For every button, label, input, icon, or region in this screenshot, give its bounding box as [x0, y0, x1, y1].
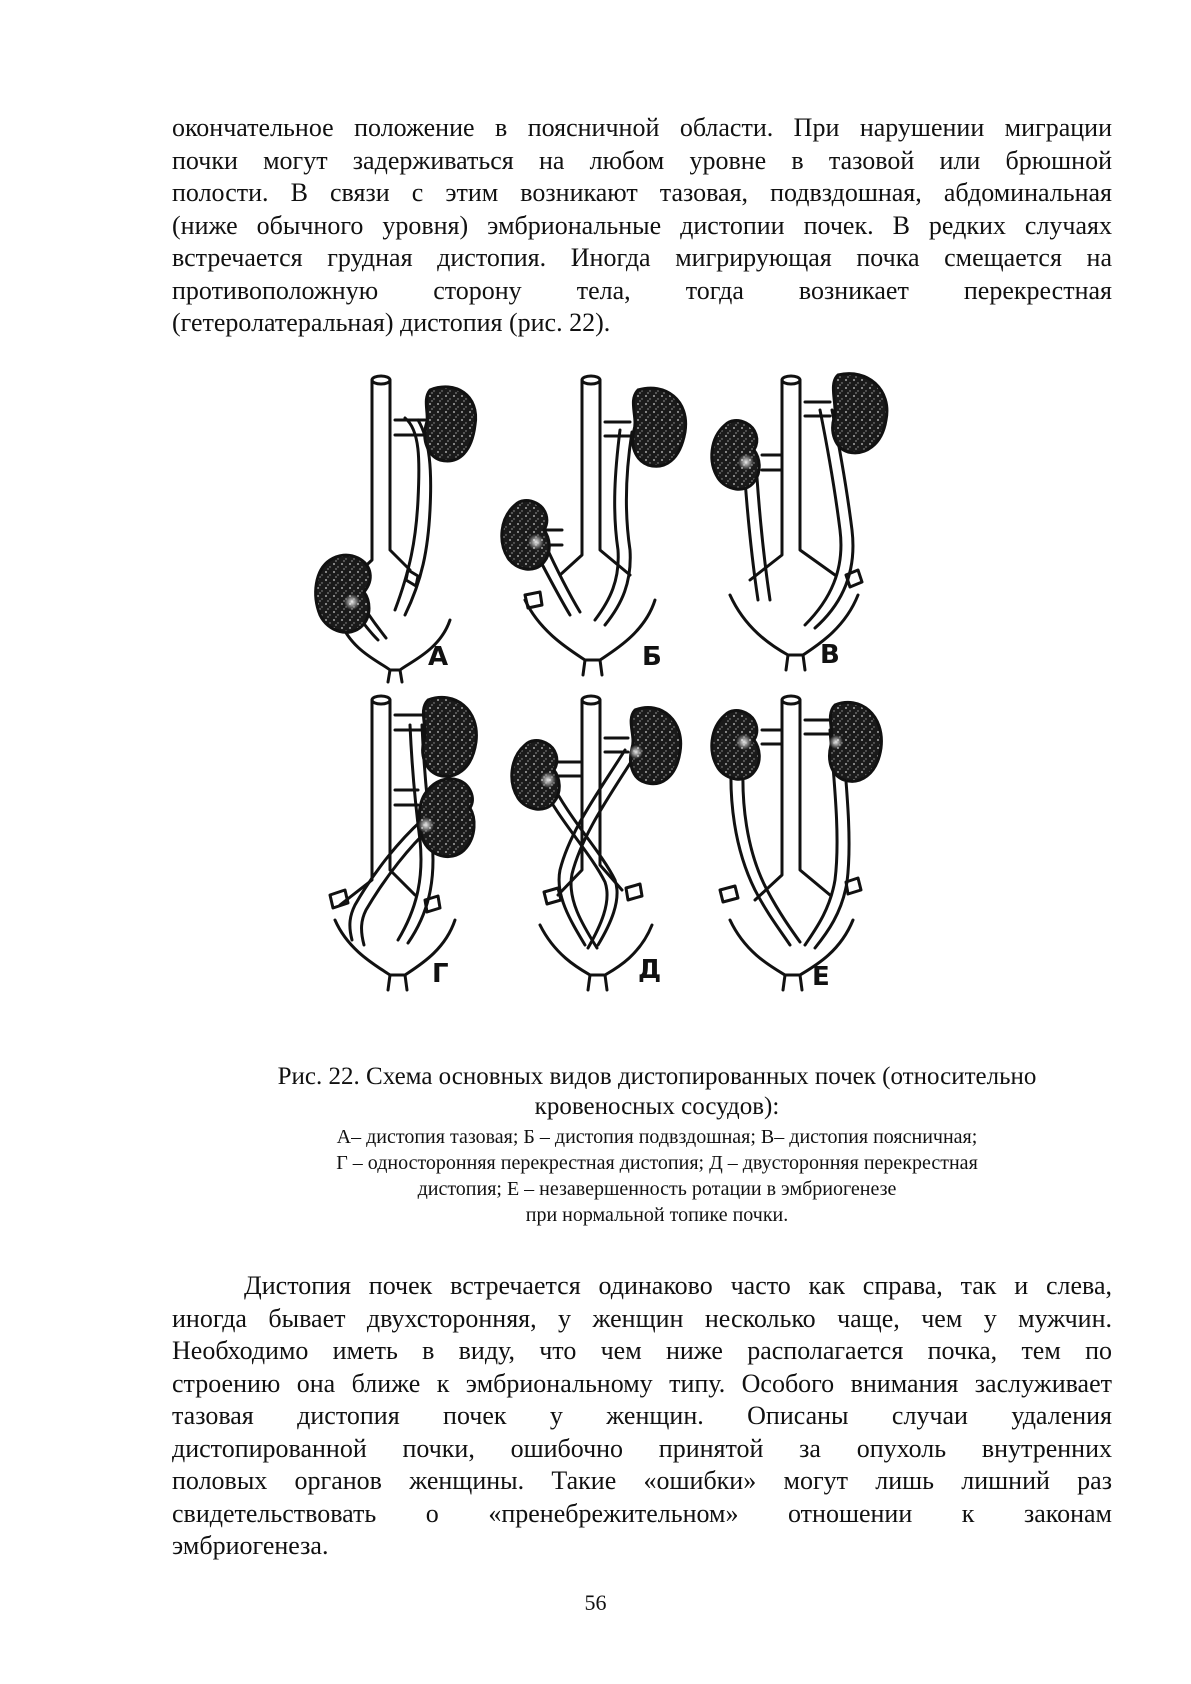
text-line: полости. В связи с этим возникают тазовая, подвздошная, абдоминальная [172, 178, 1112, 207]
panel-label-d: Д [638, 955, 662, 985]
panel-b-kidney-normal [633, 388, 686, 466]
panel-label-c: В [820, 640, 840, 670]
caption-legend-line: Г – односторонняя перекрестная дистопия; Д – двусторонняя перекрестная [336, 1152, 978, 1174]
text-line: встречается грудная дистопия. Иногда мигрирующая почка смещается на [172, 243, 1112, 272]
figure-drawing [300, 370, 940, 1050]
caption-legend [172, 1124, 1112, 1228]
kidney-dystopia-figure [300, 370, 940, 1050]
panel-label-a: А [428, 642, 449, 672]
caption-legend-line: А– дистопия тазовая; Б – дистопия подвздошная; В– дистопия поясничная; [336, 1126, 978, 1148]
text-line: почки могут задерживаться на любом уровне в тазовой или брюшной [172, 145, 1112, 175]
page-number: 56 [584, 1590, 607, 1615]
panel-a-kidney-normal [425, 387, 476, 461]
text-line: Необходимо иметь в виду, что чем ниже располагается почка, тем по [172, 1336, 1112, 1365]
text-line: свидетельствовать о «пренебрежительном» отношении к законам [172, 1498, 1112, 1528]
panel-label-e: Е [812, 962, 830, 992]
caption-legend-line: дистопия; Е – незавершенность ротации в эмбриогенезе [417, 1178, 897, 1200]
panel-c-kidney-normal [833, 374, 887, 453]
text-line: окончательное положение в поясничной области. При нарушении миграции [172, 113, 1112, 142]
panel-g-kidney-normal [423, 697, 477, 776]
caption-title-line: Рис. 22. Схема основных видов дистопированных почек (относительно [277, 1063, 1037, 1090]
paragraph-bottom [172, 1270, 1112, 1563]
text-line: (гетеролатеральная) дистопия (рис. 22). [172, 308, 611, 337]
text-line: тазовая дистопия почек у женщин. Описаны случаи удаления [172, 1401, 1112, 1430]
text-line: (ниже обычного уровня) эмбриональные дистопии почек. В редких случаях [172, 210, 1112, 240]
panel-b-kidney-iliac [502, 501, 549, 570]
text-line: иногда бывает двухсторонняя, у женщин несколько чаще, чем у мужчин. [172, 1303, 1112, 1333]
text-line: Дистопия почек встречается одинаково часто как справа, так и слева, [244, 1271, 1112, 1300]
text-line: дистопированной почки, ошибочно принятой за опухоль внутренних [172, 1433, 1112, 1463]
figure-caption [172, 1062, 1112, 1228]
caption-title [172, 1062, 1112, 1122]
text-line: эмбриогенеза. [172, 1531, 329, 1560]
panel-c-kidney-lumbar [712, 421, 759, 490]
text-line: противоположную сторону тела, тогда возникает перекрестная [172, 275, 1112, 305]
caption-title-line: кровеносных сосудов): [534, 1093, 780, 1120]
panel-a-kidney-pelvic [316, 555, 371, 632]
text-line: строению она ближе к эмбриональному типу. Особого внимания заслуживает [172, 1368, 1112, 1398]
panel-e-kidney-left [712, 711, 759, 780]
caption-legend-line: при нормальной топике почки. [525, 1204, 789, 1226]
panel-label-g: Г [432, 959, 449, 989]
panel-label-b: Б [642, 642, 662, 672]
text-line: половых органов женщины. Такие «ошибки» могут лишь лишний раз [172, 1466, 1112, 1495]
paragraph-top [172, 112, 1112, 340]
